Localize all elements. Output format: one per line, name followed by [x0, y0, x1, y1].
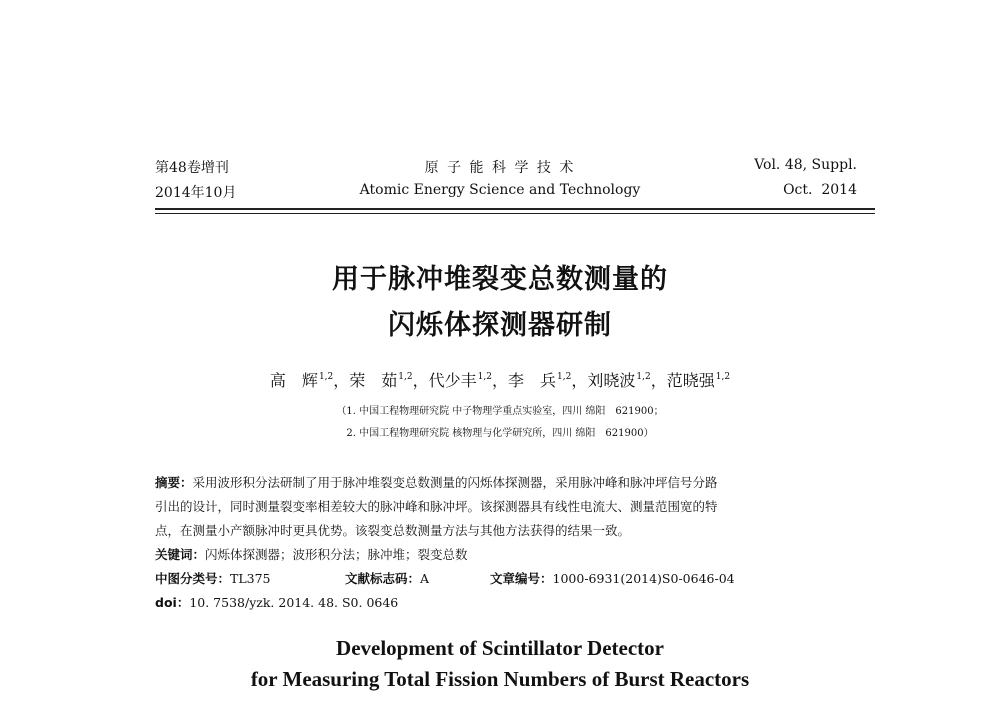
paper-title-en-line2: for Measuring Total Fission Numbers of Burst Reactors	[250, 667, 750, 691]
clc-value: TL375	[230, 571, 271, 586]
article-number	[490, 569, 735, 587]
author-separator: ，	[491, 371, 508, 390]
article-number-label: 文章编号：	[490, 571, 553, 586]
date-cn: 2014年10月	[155, 185, 237, 201]
paper-title-cn-line1: 用于脉冲堆裂变总数测量的	[332, 264, 668, 295]
clc-label: 中图分类号：	[155, 571, 231, 586]
abstract-line2: 引出的设计，同时测量裂变率相差较大的脉冲峰和脉冲坪。该探测器具有线性电流大、测量范围宽的特	[155, 499, 718, 514]
doc-code-value: A	[420, 571, 430, 586]
keywords-label: 关键词：	[155, 547, 206, 562]
paper-title-en-line1: Development of Scintillator Detector	[336, 636, 664, 660]
abstract-line3: 点，在测量小产额脉冲时更具优势。该裂变总数测量方法与其他方法获得的结果一致。	[155, 523, 631, 538]
author-affiliation-mark: 1,2	[715, 372, 731, 382]
journal-title-en: Atomic Energy Science and Technology	[359, 182, 641, 198]
author-separator: ，	[650, 371, 667, 390]
abstract-label: 摘要：	[155, 475, 193, 490]
keywords	[155, 545, 468, 563]
keywords-value: 闪烁体探测器；波形积分法；脉冲堆；裂变总数	[205, 547, 468, 562]
author-name: 刘晓波	[587, 371, 636, 390]
author-name: 高 辉	[269, 371, 318, 390]
author-affiliation-mark: 1,2	[557, 372, 572, 382]
author-name: 李 兵	[508, 371, 557, 390]
author-affiliation-mark: 1,2	[636, 372, 651, 382]
affiliation-line1: （1. 中国工程物理研究院 中子物理学重点实验室，四川 绵阳 621900；	[336, 406, 664, 417]
author-name: 荣 茹	[349, 371, 398, 390]
journal-title-cn: 原 子 能 科 学 技 术	[424, 160, 576, 176]
doi	[155, 593, 398, 611]
volume-en: Vol. 48, Suppl.	[754, 157, 857, 173]
author-name: 范晓强	[666, 371, 715, 390]
header-rule-thick	[155, 208, 875, 210]
author-list	[0, 368, 1000, 391]
article-number-value: 1000-6931(2014)S0-0646-04	[552, 571, 735, 586]
author-affiliation-mark: 1,2	[398, 372, 413, 382]
author-affiliation-mark: 1,2	[477, 372, 492, 382]
paper-title-cn-line2: 闪烁体探测器研制	[388, 310, 612, 341]
author-separator: ，	[412, 371, 429, 390]
author-separator: ，	[571, 371, 588, 390]
doi-label: doi：	[155, 595, 190, 610]
header-rule-thin	[155, 213, 875, 214]
volume-cn: 第48卷增刊	[155, 160, 229, 176]
author-affiliation-mark: 1,2	[318, 372, 334, 382]
date-en: Oct. 2014	[783, 182, 857, 198]
clc-number	[155, 569, 271, 587]
author-name: 代少丰	[428, 371, 477, 390]
doc-code-label: 文献标志码：	[345, 571, 421, 586]
affiliation-line2: 2. 中国工程物理研究院 核物理与化学研究所，四川 绵阳 621900）	[346, 428, 654, 439]
abstract-text-line1: 采用波形积分法研制了用于脉冲堆裂变总数测量的闪烁体探测器，采用脉冲峰和脉冲坪信号分路	[192, 475, 718, 490]
author-separator: ，	[333, 371, 350, 390]
document-code	[345, 569, 429, 587]
abstract-line1	[155, 473, 718, 491]
doi-value: 10. 7538/yzk. 2014. 48. S0. 0646	[189, 595, 399, 610]
